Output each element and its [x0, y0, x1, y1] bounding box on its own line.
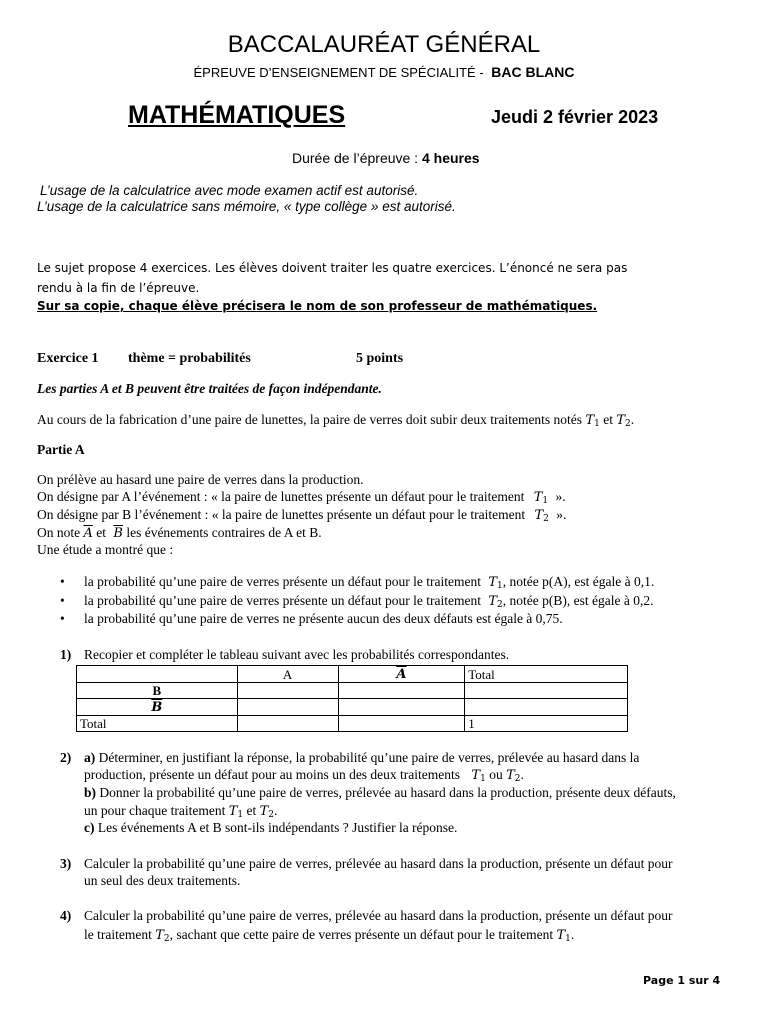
question-4-line-2: le traitement $T_2$, sachant que cette paire de verres présente un défaut pour le traitement $T_1$. [84, 927, 575, 944]
bullet-dot-icon: • [60, 611, 65, 626]
question-3-number: 3) [60, 856, 72, 871]
bullet-dot-icon: • [60, 574, 65, 589]
exercise-label: Exercice 1 [37, 351, 99, 366]
bullet-dot-icon: • [60, 593, 65, 608]
part-a-title: Partie A [37, 442, 85, 457]
question-2-number: 2) [60, 750, 72, 765]
question-3-line-2: un seul des deux traitements. [84, 873, 241, 888]
table-header-a: A [237, 666, 338, 683]
table-cell [338, 716, 465, 732]
table-cell [338, 683, 465, 699]
question-2b-line-1: b) Donner la probabilité qu’une paire de verres, prélevée au hasard dans la production, présente deux défauts, [84, 785, 676, 800]
statement-line-1: On prélève au hasard une paire de verres dans la production. [37, 472, 364, 487]
document-title: BACCALAURÉAT GÉNÉRAL [227, 31, 541, 58]
subtitle-bold: BAC BLANC [491, 64, 575, 80]
statement-line-3: On désigne par B l’événement : « la paire de lunettes présente un défaut pour le traitement $T_2$ ». [37, 507, 567, 524]
statement-line-5: Une étude a montré que : [37, 542, 174, 557]
exercise-points: 5 points [356, 351, 404, 366]
calculator-note-1: L’usage de la calculatrice avec mode examen actif est autorisé. [40, 183, 419, 198]
subject-title: MATHÉMATIQUES [128, 101, 346, 129]
instructions-line-1: Le sujet propose 4 exercices. Les élèves doivent traiter les quatre exercices. L’énoncé ne sera pas [37, 261, 628, 275]
instructions-line-3: Sur sa copie, chaque élève précisera le nom de son professeur de mathématiques. [37, 299, 598, 313]
question-3-line-1: Calculer la probabilité qu’une paire de verres, prélevée au hasard dans la production, présente un défaut pour [84, 856, 673, 871]
calculator-note-2: L’usage de la calculatrice sans mémoire, « type collège » est autorisé. [37, 199, 456, 214]
intro-and: et [603, 412, 613, 427]
question-4-number: 4) [60, 908, 72, 923]
table-row [77, 683, 628, 699]
independence-note: Les parties A et B peuvent être traitées de façon indépendante. [37, 381, 382, 396]
table-row-label-bbar: $\overline{B}$ [77, 699, 238, 716]
table-header-total: Total [465, 666, 628, 683]
question-1-number: 1) [60, 647, 72, 662]
table-cell [77, 666, 238, 683]
t2-symbol: $T_2$ [616, 413, 631, 429]
table-row-label-total: Total [77, 716, 238, 732]
table-row-label-b: B [77, 683, 238, 699]
bullet-2: • la probabilité qu’une paire de verres présente un défaut pour le traitement $T_2$, notée p(B), est égale à 0,2. [60, 593, 654, 610]
duration-label: Durée de l’épreuve : [292, 150, 419, 166]
instructions-line-2: rendu à la fin de l’épreuve. [37, 281, 200, 295]
statement-line-4: On note $\overline{A}$ et $\overline{B}$ les événements contraires de A et B. [37, 525, 322, 541]
table-cell [338, 699, 465, 716]
question-2a-line-1: a) Déterminer, en justifiant la réponse, la probabilité qu’une paire de verres, prélevée au hasard dans la [84, 750, 640, 765]
exercise-theme: thème = probabilités [128, 351, 251, 366]
duration [292, 150, 480, 166]
table-header-abar: $\overline{A}$ [338, 666, 465, 683]
table-row [77, 666, 628, 683]
exam-subtitle [0, 64, 768, 80]
duration-value: 4 heures [421, 150, 480, 166]
bullet-3: • la probabilité qu’une paire de verres ne présente aucun des deux défauts est égale à 0,75. [60, 611, 563, 626]
table-cell [237, 683, 338, 699]
question-1-text: Recopier et compléter le tableau suivant avec les probabilités correspondantes. [84, 647, 510, 662]
table-row [77, 699, 628, 716]
statement-line-2: On désigne par A l’événement : « la paire de lunettes présente un défaut pour le traitement $T_1$ ». [37, 489, 566, 506]
t1-symbol: $T_1$ [585, 413, 600, 429]
intro-text: Au cours de la fabrication d’une paire de lunettes, la paire de verres doit subir deux traitements notés [37, 412, 583, 427]
question-2a-line-2: production, présente un défaut pour au moins un des deux traitements $T_1$ ou $T_2$. [84, 767, 524, 784]
bullet-1: • la probabilité qu’une paire de verres présente un défaut pour le traitement $T_1$, notée p(A), est égale à 0,1. [60, 574, 655, 591]
page-number: Page 1 sur 4 [643, 974, 721, 987]
table-cell [465, 683, 628, 699]
table-cell [237, 699, 338, 716]
exam-date: Jeudi 2 février 2023 [491, 107, 659, 127]
question-4-line-1: Calculer la probabilité qu’une paire de verres, prélevée au hasard dans la production, présente un défaut pour [84, 908, 673, 923]
table-cell [237, 716, 338, 732]
probability-table [76, 665, 628, 732]
subtitle-prefix: ÉPREUVE D’ENSEIGNEMENT DE SPÉCIALITÉ - [193, 65, 484, 80]
table-cell [465, 699, 628, 716]
question-2c: c) Les événements A et B sont-ils indépendants ? Justifier la réponse. [84, 820, 458, 835]
question-2b-line-2: un pour chaque traitement $T_1$ et $T_2$. [84, 803, 278, 820]
intro-paragraph: Au cours de la fabrication d’une paire de lunettes, la paire de verres doit subir deux traitements notés $T_1$ et $T_2$. [37, 412, 635, 429]
table-row [77, 716, 628, 732]
table-cell-total-total: 1 [465, 716, 628, 732]
